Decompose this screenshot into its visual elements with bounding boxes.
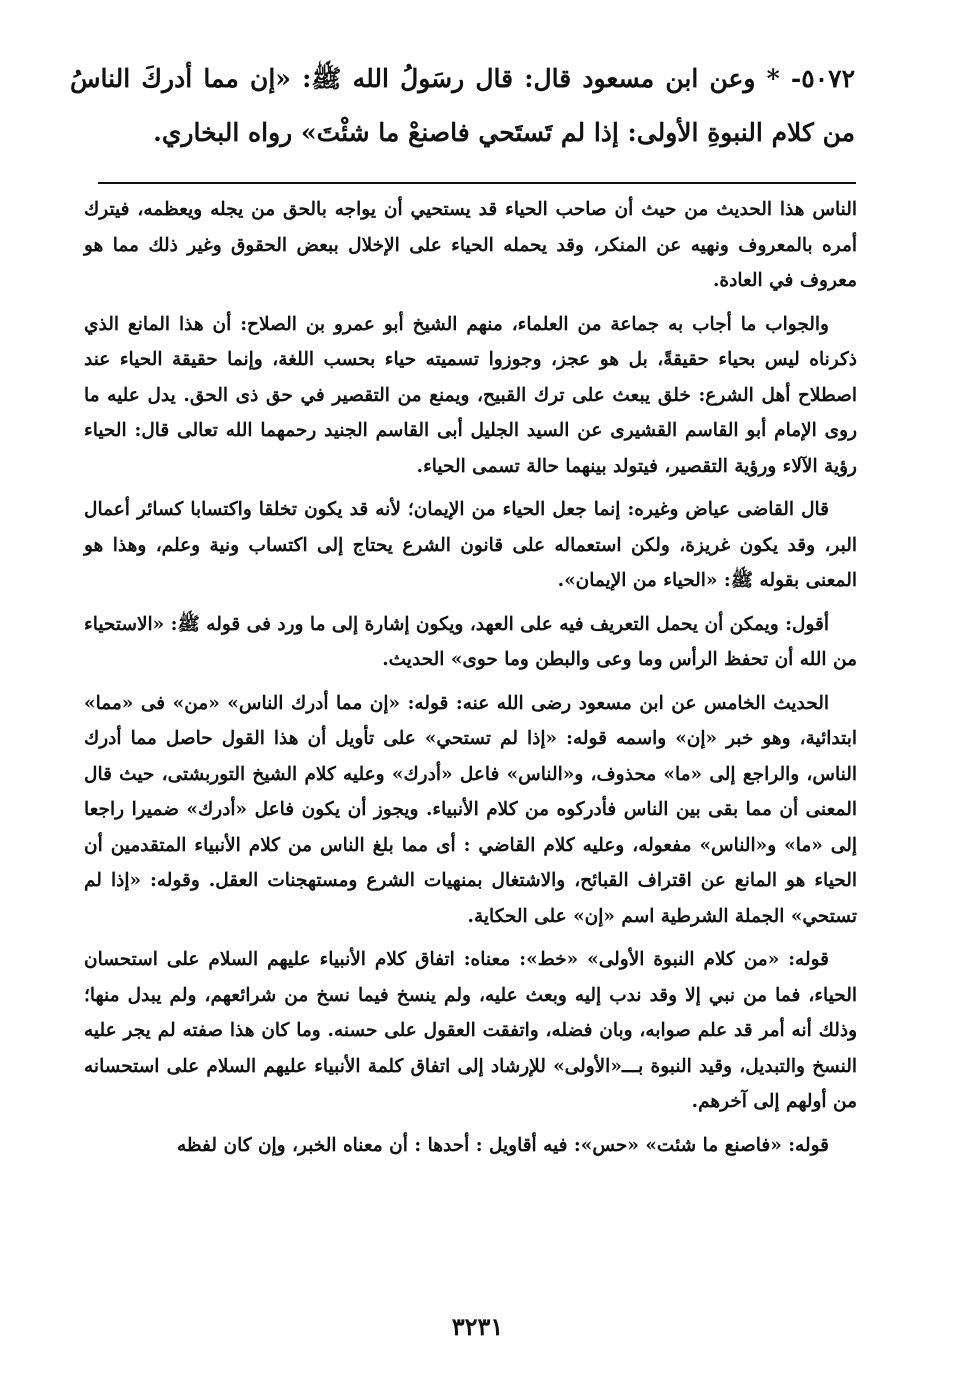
hadith-text: ٥٠٧٢- * وعن ابن مسعود قال: قال رسَولُ الله ﷺ: «إن مما أدركَ الناسُ من كلام النبوةِ الأولى: إذا لم تَستَحي فاصنعْ ما شئْتَ» رواه البخاري. — [70, 64, 855, 147]
page-number: ٣٢٣١ — [451, 1312, 504, 1341]
commentary-section — [84, 192, 857, 1171]
divider-line — [98, 182, 856, 184]
commentary-paragraph: الحديث الخامس عن ابن مسعود رضى الله عنه: قوله: «إن مما أدرك الناس» «من» فى «مما» ابتدائية، وهو خبر «إن» واسمه قوله: «إذا لم تستحي» على تأويل أن هذا القول حاصل مما أدرك الناس، والراجع إلى «ما» محذوف، و«الناس» فاعل «أدرك» وعليه كلام الشيخ التوربشتى، حيث قال المعنى أن مما بقى بين الناس فأدركوه من كلام الأنبياء. ويجوز أن يكون فاعل «أدرك» ضميرا راجعا إلى «ما» و«الناس» مفعوله، وعليه كلام القاضي : أى مما بلغ الناس من كلام الأنبياء المتقدمين أن الحياء هو المانع عن اقتراف القبائح، والاشتغال بمنهيات الشرع ومستهجنات العقل. وقوله: «إذا لم تستحي» الجملة الشرطية اسم «إن» على الحكاية. — [84, 692, 857, 927]
commentary-paragraph: قال القاضى عياض وغيره: إنما جعل الحياء من الإيمان؛ لأنه قد يكون تخلقا واكتسابا كسائر أعمال البر، وقد يكون غريزة، ولكن استعماله على قانون الشرع يحتاج إلى اكتساب ونية وعلم، وهذا هو المعنى بقوله ﷺ: «الحياء من الإيمان». — [84, 499, 857, 591]
commentary-paragraph: قوله: «فاصنع ما شئت» «حس»: فيه أقاويل : أحدها : أن معناه الخبر، وإن كان لفظه — [176, 1134, 829, 1156]
commentary-paragraph: قوله: «من كلام النبوة الأولى» «خط»: معناه: اتفاق كلام الأنبياء عليهم السلام على استحسان الحياء، فما من نبي إلا وقد ندب إليه وبعث عليه، ولم ينسخ فيما نسخ من شرائعهم، ولم يبدل منها؛ وذلك أنه أمر قد علم صوابه، وبان فضله، واتفقت العقول على حسنه. وما كان هذا صفته لم يجر عليه النسخ والتبديل، وقيد النبوة بـــ«الأولى» للإرشاد إلى اتفاق كلمة الأنبياء عليهم السلام على استحسانه من أولهم إلى آخرهم. — [84, 949, 857, 1112]
commentary-paragraph: الناس هذا الحديث من حيث أن صاحب الحياء قد يستحيي أن يواجه بالحق من يجله ويعظمه، فيترك أمره بالمعروف ونهيه عن المنكر، وقد يحمله الحياء على الإخلال ببعض الحقوق وغير ذلك مما هو معروف في العادة. — [84, 199, 857, 291]
commentary-paragraph: والجواب ما أجاب به جماعة من العلماء، منهم الشيخ أبو عمرو بن الصلاح: أن هذا المانع الذي ذكرناه ليس بحياء حقيقةً، بل هو عجز، وجوزوا تسميته حياء بحسب اللغة، وإنما حقيقة الحياء عند اصطلاح أهل الشرع: خلق يبعث على ترك القبيح، ويمنع من التقصير في حق ذى الحق. يدل عليه ما روى الإمام أبو القاسم القشيرى عن السيد الجليل أبى القاسم الجنيد رحمهما الله تعالى قال: الحياء رؤية الآلاء ورؤية التقصير، فيتولد بينهما حالة تسمى الحياء. — [84, 313, 857, 477]
commentary-paragraph: أقول: ويمكن أن يحمل التعريف فيه على العهد، ويكون إشارة إلى ما ورد فى قوله ﷺ: «الاستحياء من الله أن تحفظ الرأس وما وعى والبطن وما حوى» الحديث. — [84, 613, 857, 670]
